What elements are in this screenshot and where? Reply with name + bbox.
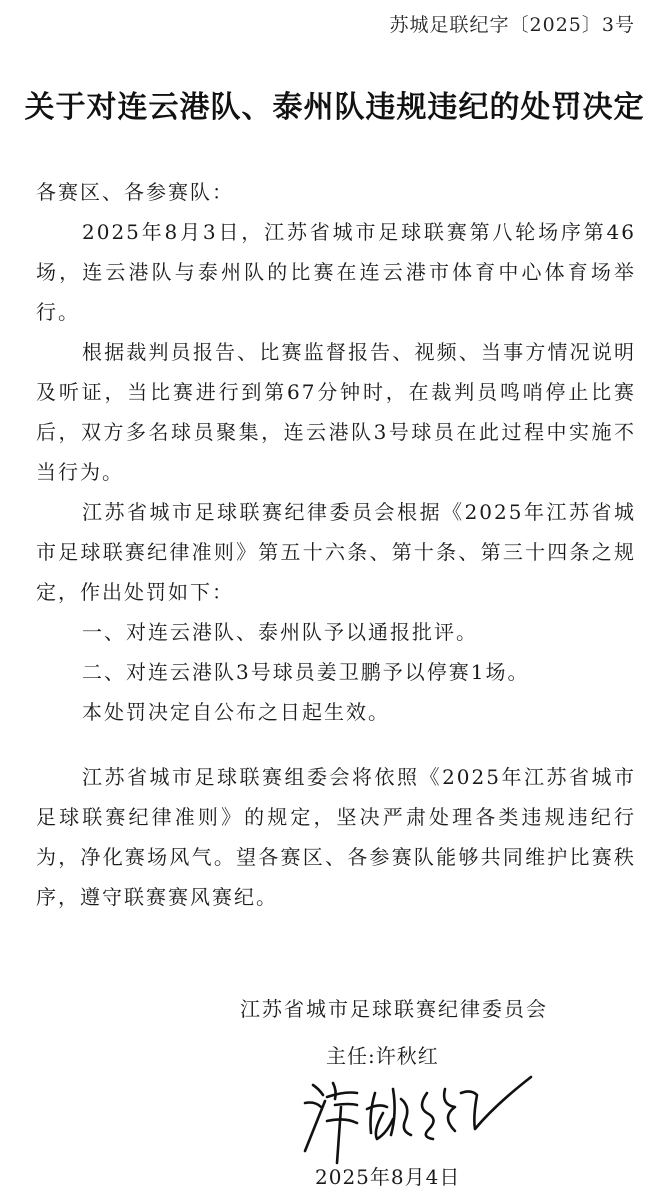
document-body: [36, 172, 636, 917]
issue-date: 2025年8月4日: [315, 1165, 461, 1189]
salutation: 各赛区、各参赛队：: [36, 180, 234, 204]
issuing-committee: 江苏省城市足球联赛纪律委员会: [240, 997, 548, 1021]
paragraph-incident: 根据裁判员报告、比赛监督报告、视频、当事方情况说明及听证，当比赛进行到第67分钟时，在裁判员鸣哨停止比赛后，双方多名球员聚集，连云港队3号球员在此过程中实施不当行为。: [36, 340, 636, 484]
handwritten-signature: [275, 1063, 535, 1173]
document-number: 苏城足联纪字〔2025〕3号: [389, 14, 635, 36]
paragraph-effective: 本处罚决定自公布之日起生效。: [82, 700, 390, 724]
document-title: 关于对连云港队、泰州队违规违纪的处罚决定: [24, 90, 645, 125]
director-name: 主任:许秋红: [326, 1044, 439, 1068]
penalty-item-1: 一、对连云港队、泰州队予以通报批评。: [82, 620, 478, 644]
paragraph-match-info: 2025年8月3日，江苏省城市足球联赛第八轮场序第46场，连云港队与泰州队的比赛在连云港市体育中心体育场举行。: [36, 220, 636, 324]
paragraph-ruling-basis: 江苏省城市足球联赛纪律委员会根据《2025年江苏省城市足球联赛纪律准则》第五十六条、第十条、第三十四条之规定，作出处罚如下：: [36, 500, 636, 604]
penalty-item-2: 二、对连云港队3号球员姜卫鹏予以停赛1场。: [82, 660, 530, 684]
paragraph-closing: 江苏省城市足球联赛组委会将依照《2025年江苏省城市足球联赛纪律准则》的规定，坚决严肃处理各类违规违纪行为，净化赛场风气。望各赛区、各参赛队能够共同维护比赛秩序，遵守联赛赛风赛纪。: [36, 765, 636, 909]
